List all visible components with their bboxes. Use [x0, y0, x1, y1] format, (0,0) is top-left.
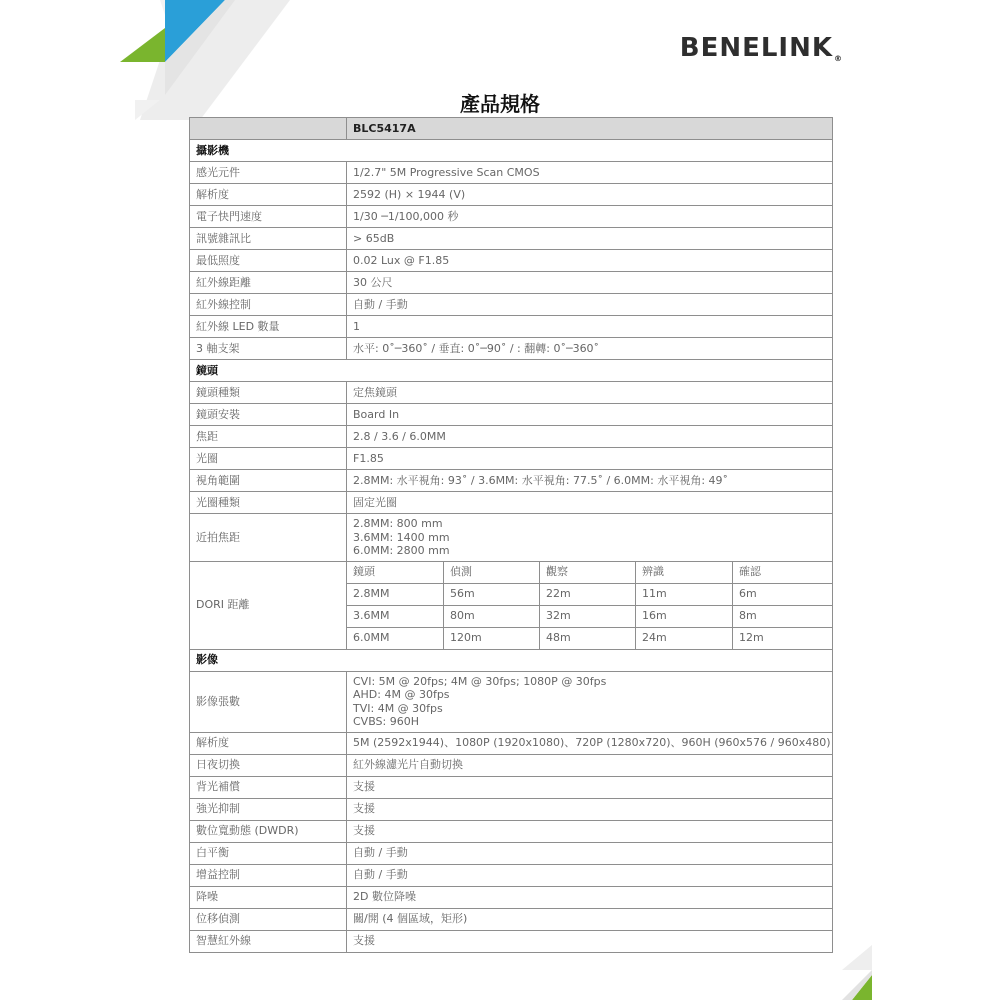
spec-row: [190, 798, 833, 820]
registered-mark: ®: [834, 54, 842, 63]
spec-value: F1.85: [347, 448, 833, 470]
spec-label: 紅外線控制: [190, 294, 347, 316]
spec-label: 電子快門速度: [190, 206, 347, 228]
spec-row: [190, 162, 833, 184]
spec-label: 白平衡: [190, 842, 347, 864]
dori-cell: 3.6MM: [347, 605, 444, 627]
spec-label: 降噪: [190, 886, 347, 908]
spec-row: [190, 908, 833, 930]
spec-value: 支援: [347, 820, 833, 842]
spec-value: > 65dB: [347, 228, 833, 250]
spec-row: [190, 514, 833, 562]
spec-value: 2D 數位降噪: [347, 886, 833, 908]
dori-column-header: 偵測: [444, 561, 540, 583]
spec-row: [190, 316, 833, 338]
spec-label: 解析度: [190, 732, 347, 754]
dori-cell: 120m: [444, 627, 540, 649]
dori-cell: 11m: [636, 583, 733, 605]
spec-value: 支援: [347, 930, 833, 952]
spec-value: 1: [347, 316, 833, 338]
spec-label: 訊號雜訊比: [190, 228, 347, 250]
spec-row: [190, 250, 833, 272]
spec-value: 1/2.7" 5M Progressive Scan CMOS: [347, 162, 833, 184]
spec-label: 紅外線 LED 數量: [190, 316, 347, 338]
section-header-camera: 攝影機: [190, 140, 833, 162]
spec-row: [190, 206, 833, 228]
spec-label: 智慧紅外線: [190, 930, 347, 952]
spec-row: [190, 671, 833, 732]
spec-value: 2592 (H) × 1944 (V): [347, 184, 833, 206]
dori-cell: 56m: [444, 583, 540, 605]
spec-value: 水平: 0˚─360˚ / 垂直: 0˚─90˚ / : 翻轉: 0˚─360˚: [347, 338, 833, 360]
spec-row: [190, 426, 833, 448]
spec-label: 增益控制: [190, 864, 347, 886]
dori-cell: 2.8MM: [347, 583, 444, 605]
section-row-camera: [190, 140, 833, 162]
spec-label: 感光元件: [190, 162, 347, 184]
spec-row: [190, 448, 833, 470]
spec-value: 1/30 ─1/100,000 秒: [347, 206, 833, 228]
spec-value: 支援: [347, 776, 833, 798]
brand-logo-text: BENELINK: [679, 33, 833, 63]
spec-row: [190, 864, 833, 886]
dori-header-row: [190, 561, 833, 583]
spec-row: [190, 820, 833, 842]
spec-value: 2.8 / 3.6 / 6.0MM: [347, 426, 833, 448]
spec-value: 定焦鏡頭: [347, 382, 833, 404]
spec-value: 自動 / 手動: [347, 842, 833, 864]
spec-label: 位移偵測: [190, 908, 347, 930]
spec-label: 解析度: [190, 184, 347, 206]
model-header-row: [190, 118, 833, 140]
spec-row: [190, 492, 833, 514]
dori-column-header: 辨識: [636, 561, 733, 583]
section-row-lens: [190, 360, 833, 382]
dori-column-header: 觀察: [540, 561, 636, 583]
section-row-image: [190, 649, 833, 671]
spec-row: [190, 732, 833, 754]
section-header-lens: 鏡頭: [190, 360, 833, 382]
spec-row: [190, 754, 833, 776]
spec-label: 視角範圍: [190, 470, 347, 492]
spec-label: 最低照度: [190, 250, 347, 272]
spec-row: [190, 930, 833, 952]
spec-label: 光圈: [190, 448, 347, 470]
spec-value: 5M (2592x1944)、1080P (1920x1080)、720P (1280x720)、960H (960x576 / 960x480): [347, 732, 833, 754]
section-header-image: 影像: [190, 649, 833, 671]
spec-value: 支援: [347, 798, 833, 820]
spec-label: 強光抑制: [190, 798, 347, 820]
spec-row: [190, 886, 833, 908]
spec-value: Board In: [347, 404, 833, 426]
spec-value: 自動 / 手動: [347, 294, 833, 316]
spec-label: 數位寬動態 (DWDR): [190, 820, 347, 842]
spec-value: CVI: 5M @ 20fps; 4M @ 30fps; 1080P @ 30fps AHD: 4M @ 30fps TVI: 4M @ 30fps CVBS: 960H: [347, 671, 833, 732]
spec-value: 自動 / 手動: [347, 864, 833, 886]
spec-label: 影像張數: [190, 671, 347, 732]
dori-cell: 32m: [540, 605, 636, 627]
spec-row: [190, 842, 833, 864]
spec-label: 光圈種類: [190, 492, 347, 514]
dori-label: DORI 距離: [190, 561, 347, 649]
spec-row: [190, 184, 833, 206]
dori-cell: 80m: [444, 605, 540, 627]
spec-label: 鏡頭種類: [190, 382, 347, 404]
spec-row: [190, 272, 833, 294]
spec-row: [190, 776, 833, 798]
dori-column-header: 鏡頭: [347, 561, 444, 583]
dori-column-header: 確認: [733, 561, 833, 583]
spec-label: 焦距: [190, 426, 347, 448]
header-blank-cell: [190, 118, 347, 140]
spec-row: [190, 382, 833, 404]
spec-value: 固定光圈: [347, 492, 833, 514]
dori-cell: 12m: [733, 627, 833, 649]
model-name: BLC5417A: [347, 118, 833, 140]
spec-label: 背光補償: [190, 776, 347, 798]
dori-cell: 48m: [540, 627, 636, 649]
dori-cell: 16m: [636, 605, 733, 627]
dori-cell: 6m: [733, 583, 833, 605]
spec-row: [190, 338, 833, 360]
spec-value: 2.8MM: 800 mm 3.6MM: 1400 mm 6.0MM: 2800 mm: [347, 514, 833, 562]
spec-value: 0.02 Lux @ F1.85: [347, 250, 833, 272]
dori-cell: 24m: [636, 627, 733, 649]
spec-value: 2.8MM: 水平視角: 93˚ / 3.6MM: 水平視角: 77.5˚ / 6.0MM: 水平視角: 49˚: [347, 470, 833, 492]
spec-label: 紅外線距離: [190, 272, 347, 294]
corner-decoration-bottom: [842, 945, 872, 1000]
dori-cell: 22m: [540, 583, 636, 605]
dori-cell: 6.0MM: [347, 627, 444, 649]
spec-table: [189, 117, 833, 953]
spec-label: 3 軸支架: [190, 338, 347, 360]
spec-row: [190, 228, 833, 250]
spec-label: 日夜切換: [190, 754, 347, 776]
brand-logo: [680, 33, 842, 63]
page-title: 產品規格: [460, 92, 540, 116]
spec-label: 近拍焦距: [190, 514, 347, 562]
spec-row: [190, 294, 833, 316]
spec-row: [190, 470, 833, 492]
spec-value: 紅外線濾光片自動切換: [347, 754, 833, 776]
spec-label: 鏡頭安裝: [190, 404, 347, 426]
spec-value: 關/開 (4 個區域，矩形): [347, 908, 833, 930]
dori-cell: 8m: [733, 605, 833, 627]
spec-row: [190, 404, 833, 426]
spec-value: 30 公尺: [347, 272, 833, 294]
